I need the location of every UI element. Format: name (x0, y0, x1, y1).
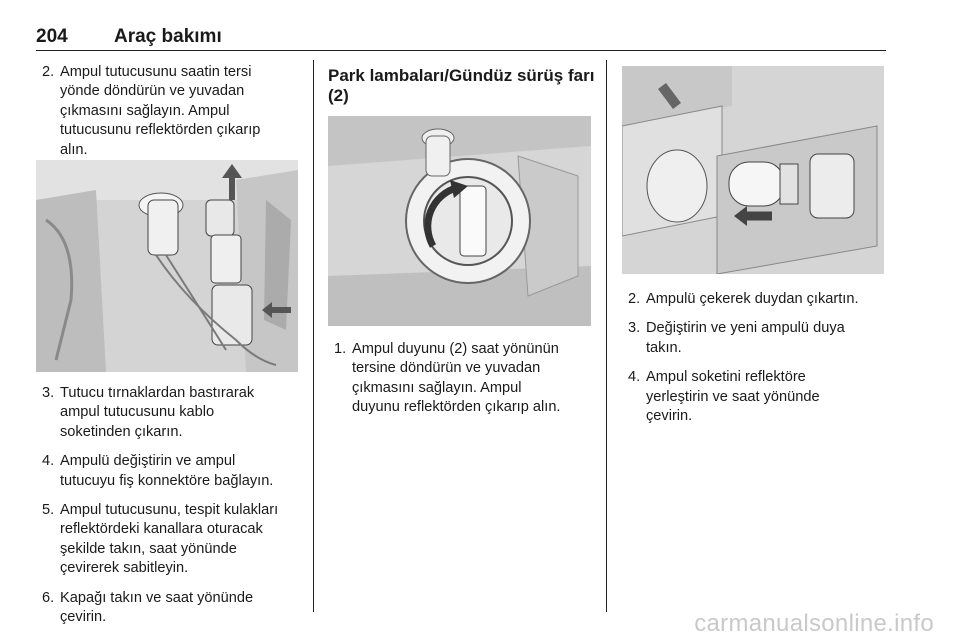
step-text-line: Ampul tutucusunu saatin tersi (60, 64, 252, 80)
instruction-step (36, 589, 308, 628)
step-text-line: reflektördeki kanallara oturacak (60, 521, 263, 538)
step-text-line: çıkmasını sağlayın. Ampul (352, 379, 522, 396)
step-text-line: Kapağı takın ve saat yönünde (60, 589, 254, 606)
watermark-text: carmanualsonline.info (694, 610, 934, 637)
step-text-line: Tutucu tırnaklardan bastırarak (60, 385, 255, 401)
section-title (328, 66, 598, 106)
column-1-top (36, 63, 306, 170)
step-text-line: çevirerek sabitleyin. (60, 560, 189, 577)
step-text-line: soketinden çıkarın. (60, 423, 183, 440)
step-text-line: tersine döndürün ve yuvadan (352, 360, 541, 377)
step-number: 2. (42, 64, 55, 80)
column-divider-2 (606, 60, 607, 612)
step-text-line: ampul tutucusunu kablo (60, 404, 215, 421)
instruction-step (622, 319, 890, 358)
step-text-line: çevirin. (60, 609, 107, 626)
column-2-heading (328, 66, 598, 106)
step-number: 6. (42, 589, 55, 606)
step-number: 4. (628, 369, 641, 386)
instruction-step (622, 368, 890, 426)
chapter-title: Araç bakımı (114, 26, 222, 47)
step-number: 1. (334, 341, 347, 357)
column-1-bottom (36, 384, 308, 637)
section-title-line: (2) (328, 86, 349, 105)
step-text-line: Ampul tutucusunu, tespit kulakları (60, 502, 279, 519)
step-text-line: takın. (646, 339, 682, 356)
step-text-line: çıkmasını sağlayın. Ampul (60, 102, 230, 119)
step-number: 3. (628, 320, 641, 337)
illustration-bulb-socket (622, 66, 884, 274)
illustration-bulb-holder (36, 160, 298, 372)
step-number: 4. (42, 453, 55, 470)
step-number: 5. (42, 502, 55, 519)
step-number: 3. (42, 385, 55, 401)
figure-park-lamp-socket (328, 116, 591, 326)
instruction-step (36, 384, 308, 442)
instruction-step (36, 501, 308, 579)
illustration-park-lamp (328, 116, 591, 326)
step-text-line: yönde döndürün ve yuvadan (60, 83, 245, 100)
step-number: 2. (628, 291, 641, 307)
step-text-line: yerleştirin ve saat yönünde (646, 388, 820, 405)
step-text-line: Ampulü çekerek duydan çıkartın. (646, 291, 859, 307)
column-2-steps (328, 340, 598, 428)
step-text-line: Değiştirin ve yeni ampulü duya (646, 320, 845, 337)
instruction-step (36, 63, 306, 160)
step-text-line: Ampulü değiştirin ve ampul (60, 453, 236, 470)
step-text-line: Ampul duyunu (2) saat yönünün (352, 341, 559, 357)
instruction-step (622, 290, 890, 309)
step-text-line: tutucusunu reflektörden çıkarıp (60, 122, 261, 139)
step-text-line: duyunu reflektörden çıkarıp alın. (352, 399, 561, 416)
column-3-steps (622, 290, 890, 436)
page-header (36, 26, 886, 51)
step-text-line: şekilde takın, saat yönünde (60, 540, 237, 557)
step-text-line: çevirin. (646, 408, 693, 425)
page-number: 204 (36, 26, 68, 47)
step-text-line: alın. (60, 141, 88, 158)
step-text-line: Ampul soketini reflektöre (646, 369, 806, 386)
figure-bulb-from-socket (622, 66, 884, 274)
section-title-line: Park lambaları/Gündüz sürüş farı (328, 66, 595, 85)
instruction-step (328, 340, 598, 418)
column-divider-1 (313, 60, 314, 612)
step-text-line: tutucuyu fiş konnektöre bağlayın. (60, 472, 274, 489)
figure-bulb-holder-removal (36, 160, 298, 372)
instruction-step (36, 452, 308, 491)
